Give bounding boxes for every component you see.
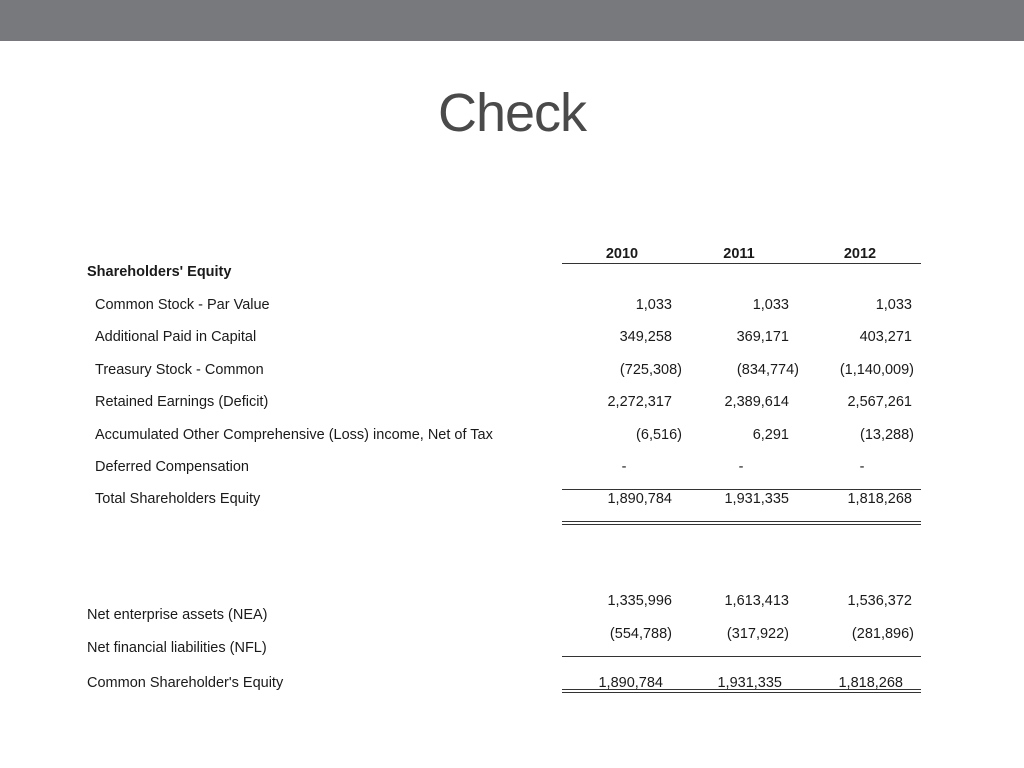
- cell-nfl-2011: (317,922): [726, 626, 789, 642]
- cell-apic-2010: 349,258: [619, 329, 672, 345]
- total-double-rule-1: [562, 521, 921, 522]
- cell-apic-2012: 403,271: [859, 329, 912, 345]
- top-bar: [0, 0, 1024, 41]
- cell-total-equity-2012: 1,818,268: [847, 491, 912, 507]
- slide-title: Check: [437, 83, 587, 143]
- cse-double-rule-1: [562, 689, 921, 690]
- cell-total-equity-2011: 1,931,335: [724, 491, 789, 507]
- row-label-common-stock: Common Stock - Par Value: [95, 297, 270, 313]
- cell-nea-2011: 1,613,413: [724, 593, 789, 609]
- total-double-rule-2: [562, 524, 921, 525]
- year-header-2010: 2010: [605, 246, 639, 262]
- row-label-total-equity: Total Shareholders Equity: [95, 491, 261, 507]
- cell-retained-earnings-2010: 2,272,317: [607, 394, 672, 410]
- cell-aoci-2011: 6,291: [752, 427, 789, 443]
- cse-top-rule: [562, 656, 921, 657]
- cse-double-rule-2: [562, 692, 921, 693]
- cell-cse-2010: 1,890,784: [598, 675, 663, 691]
- section-label: Shareholders' Equity: [87, 264, 232, 280]
- year-header-2011: 2011: [723, 246, 755, 262]
- total-top-rule: [562, 489, 921, 490]
- row-label-nfl: Net financial liabilities (NFL): [87, 640, 267, 656]
- row-label-aoci: Accumulated Other Comprehensive (Loss) income, Net of Tax: [95, 427, 493, 443]
- cell-retained-earnings-2011: 2,389,614: [724, 394, 789, 410]
- cell-deferred-comp-2011: -: [738, 459, 744, 475]
- cell-common-stock-2010: 1,033: [635, 297, 672, 313]
- cell-treasury-stock-2010: (725,308): [619, 362, 682, 378]
- cell-common-stock-2012: 1,033: [875, 297, 912, 313]
- row-label-apic: Additional Paid in Capital: [95, 329, 257, 345]
- row-label-nea: Net enterprise assets (NEA): [87, 607, 268, 623]
- cell-deferred-comp-2012: -: [859, 459, 865, 475]
- cell-aoci-2010: (6,516): [636, 427, 682, 443]
- cell-nea-2010: 1,335,996: [607, 593, 672, 609]
- row-label-retained-earnings: Retained Earnings (Deficit): [95, 394, 269, 410]
- row-label-deferred-comp: Deferred Compensation: [95, 459, 249, 475]
- cell-total-equity-2010: 1,890,784: [607, 491, 672, 507]
- cell-common-stock-2011: 1,033: [752, 297, 789, 313]
- cell-retained-earnings-2012: 2,567,261: [847, 394, 912, 410]
- cell-aoci-2012: (13,288): [859, 427, 914, 443]
- cell-treasury-stock-2012: (1,140,009): [839, 362, 914, 378]
- year-header-2012: 2012: [843, 246, 877, 262]
- header-underline: [562, 263, 921, 264]
- cell-cse-2012: 1,818,268: [838, 675, 903, 691]
- cell-cse-2011: 1,931,335: [717, 675, 782, 691]
- cell-nfl-2010: (554,788): [609, 626, 672, 642]
- cell-treasury-stock-2011: (834,774): [736, 362, 799, 378]
- cell-deferred-comp-2010: -: [621, 459, 627, 475]
- cell-apic-2011: 369,171: [736, 329, 789, 345]
- row-label-cse: Common Shareholder's Equity: [87, 675, 284, 691]
- row-label-treasury-stock: Treasury Stock - Common: [95, 362, 264, 378]
- cell-nea-2012: 1,536,372: [847, 593, 912, 609]
- cell-nfl-2012: (281,896): [851, 626, 914, 642]
